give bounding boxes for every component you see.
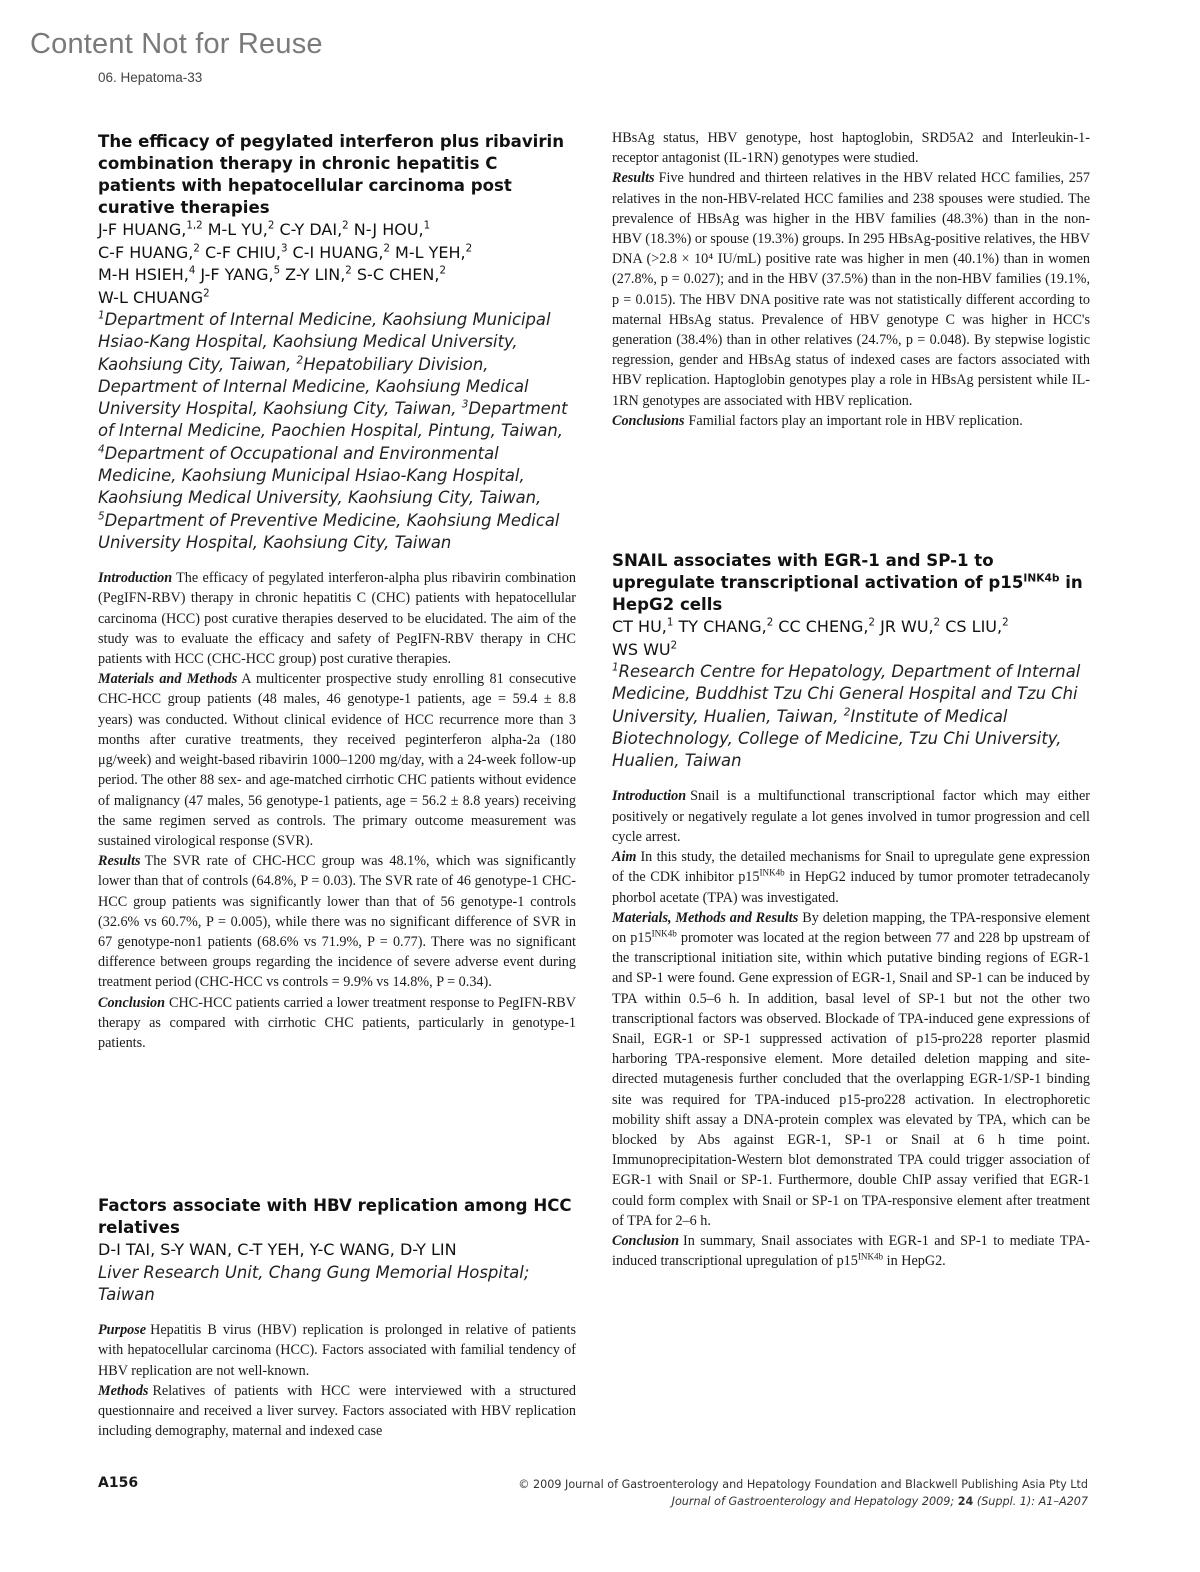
abstract-2-continued <box>612 128 1090 431</box>
abstract-section: Materials, Methods and Results By deletion mapping, the TPA-responsive element on $p15^{INK4b}$ promoter was located at the region between 77 and 228 bp upstream of the transcriptional initiation site, within which putative binding regions of EGR-1 and SP-1 were found. Gene expression of EGR-1, Snail and SP-1 can be induced by TPA within 0.5–6 h. In addition, basal level of SP-1 but not the other two transcriptional factors was observed. Blockade of TPA-induced gene expressions of Snail, EGR-1 or SP-1 suppressed activation of p15-pro228 reporter plasmid harboring TPA-responsive element. More detailed deletion mapping and site-directed mutagenesis further concluded that the overlapping EGR-1/SP-1 binding site was required for TPA-induced p15-pro228 activation. In electrophoretic mobility shift assay a DNA-protein complex was elevated by TPA, which can be blocked by Abs against EGR-1, SP-1 or Snail at 6 h time point. Immunoprecipitation-Western blot demonstrated TPA could trigger association of EGR-1 with Snail or SP-1. Furthermore, double ChIP assay verified that EGR-1 could form complex with Snail or SP-1 on TPA-responsive element after treatment of TPA for 2–6 h. <box>612 909 1091 1229</box>
abstract-body <box>612 128 1090 431</box>
abstract-2 <box>98 1195 576 1441</box>
abstract-title: SNAIL associates with EGR-1 and SP-1 to upregulate transcriptional activation of $p15^{INK4b}$ in HepG2 cells <box>612 551 1083 614</box>
copyright-line: © 2009 Journal of Gastroenterology and Hepatology Foundation and Blackwell Publishing Asia Pty Ltd <box>518 1478 1088 1491</box>
abstract-section: Aim In this study, the detailed mechanisms for Snail to upregulate gene expression of the CDK inhibitor $p15^{INK4b}$ in HepG2 induced by tumor promoter tetradecanoly phorbol acetate (TPA) was investigated. <box>612 849 1090 906</box>
abstract-section: Results Five hundred and thirteen relatives in the HBV related HCC families, 257 relatives in the non-HBV-related HCC families and 238 spouses were studied. The prevalence of HBsAg was higher in the HBV families (48.3%) than in the non-HBV (18.3%) or spouse (19.3%) groups. In 295 HBsAg-positive relatives, the HBV DNA (>2.8 × 10⁴ IU/mL) positive rate was higher in men (40.1%) than in women (27.8%, p = 0.027); and in the HBV (37.5%) than in the non-HBV families (19.1%, p = 0.015). The HBV DNA positive rate was not statistically different according to maternal HBsAg status. Prevalence of HBV genotype C was higher in HCC's generation (38.4%) than in other relatives (24.7%, p = 0.048). By stepwise logistic regression, gender and HBsAg status of indexed cases are factors associated with HBV replication. Haptoglobin genotypes play a role in HBsAg persistent while IL-1RN genotypes are associated with HBV replication. <box>612 170 1090 409</box>
footer-copyright <box>518 1476 1088 1510</box>
abstract-affiliation: Liver Research Unit, Chang Gung Memorial Hospital; Taiwan <box>98 1262 530 1304</box>
abstract-section: Conclusion CHC-HCC patients carried a lower treatment response to PegIFN-RBV therapy as compared with cirrhotic CHC patients, particularly in genotype-1 patients. <box>98 994 576 1051</box>
abstract-authors: CT HU,$^1$ TY CHANG,$^2$ CC CHENG,$^2$ JR WU,$^2$ CS LIU,$^2$ WS $WU^2$ <box>612 616 1009 659</box>
abstract-section: Introduction The efficacy of pegylated interferon-alpha plus ribavirin combination (PegIFN-RBV) therapy in chronic hepatitis C (CHC) patients with hepatocellular carcinoma (HCC) post curative therapies deserved to be elucidated. The aim of the study was to evaluate the efficacy and safety of PegIFN-RBV therapy in CHC patients with HCC (CHC-HCC group) post curative therapies. <box>98 570 576 668</box>
section-code: 06. Hepatoma-33 <box>98 70 203 85</box>
methods-text-part2: HBsAg status, HBV genotype, host haptoglobin, SRD5A2 and Interleukin-1-receptor antagonist (IL-1RN) genotypes were studied. <box>612 130 1090 167</box>
abstract-body <box>98 1320 576 1441</box>
abstract-section: Materials and Methods A multicenter prospective study enrolling 81 consecutive CHC-HCC group patients (48 males, 46 genotype-1 patients, age = 59.4 ± 8.8 years) was conducted. Without clinical evidence of HCC recurrence more than 3 months after curative treatments, they received peginterferon alpha-2a (180 μg/week) and weight-based ribavirin 1000–1200 mg/day, with a 24-week follow-up period. The other 88 sex- and age-matched cirrhotic CHC patients without evidence of malignancy (47 males, 56 genotype-1 patients, age = 56.2 ± 8.8 years) receiving the same regimen served as controls. The primary outcome measurement was sustained virological response (SVR). <box>98 671 576 849</box>
abstract-section: Methods Relatives of patients with HCC were interviewed with a structured questionnaire and received a liver survey. Factors associated with HBV replication including demography, maternal and indexed case <box>98 1382 576 1440</box>
abstract-section: Purpose Hepatitis B virus (HBV) replication is prolonged in relative of patients with hepatocellular carcinoma (HCC). Factors associated with familial tendency of HBV replication are not well-known. <box>98 1322 576 1379</box>
abstract-section: Introduction Snail is a multifunctional transcriptional factor which may either positively or negatively regulate a lot genes involved in tumor progression and cell cycle arrest. <box>612 788 1090 845</box>
abstract-3 <box>612 550 1090 1271</box>
abstract-affiliation: $^1$Department of Internal Medicine, Kaohsiung Municipal Hsiao-Kang Hospital, Kaohsiung Medical University, Kaohsiung City, Taiwan, $^2$Hepatobiliary Division, Department of Internal Medicine, Kaohsiung Medical University Hospital, Kaohsiung City, Taiwan, $^3$Department of Internal Medicine, Paochien Hospital, Pintung, Taiwan, $^4$Department of Occupational and Environmental Medicine, Kaohsiung Municipal Hsiao-Kang Hospital, Kaohsiung Medical University, Kaohsiung City, Taiwan, $^5$Department of Preventive Medicine, Kaohsiung Medical University Hospital, Kaohsiung City, Taiwan <box>98 309 568 552</box>
abstract-body <box>98 568 576 1053</box>
watermark: Content Not for Reuse <box>30 28 323 60</box>
abstract-body <box>612 786 1090 1271</box>
abstract-affiliation: $^1$Research Centre for Hepatology, Department of Internal Medicine, Buddhist Tzu Chi General Hospital and Tzu Chi University, Hualien, Taiwan, $^2$Institute of Medical Biotechnology, College of Medicine, Tzu Chi University, Hualien, Taiwan <box>612 661 1081 771</box>
abstract-1 <box>98 131 576 1053</box>
abstract-authors: D-I TAI, S-Y WAN, C-T YEH, Y-C WANG, D-Y LIN <box>98 1240 457 1259</box>
methods-text-part1: Relatives of patients with HCC were interviewed with a structured questionnaire and received a liver survey. Factors associated with HBV replication including demography, maternal and indexed case <box>98 1382 576 1440</box>
abstract-authors: J-F HUANG,$^{1,2}$ M-L YU,$^2$ C-Y DAI,$^2$ N-J HOU,$^1$ C-F HUANG,$^2$ C-F CHIU,$^3$ C-I HUANG,$^2$ M-L YEH,$^2$ M-H HSIEH,$^4$ J-F YANG,$^5$ Z-Y LIN,$^2$ S-C CHEN,$^2$ W-L CHUANG$^2$ <box>98 219 473 307</box>
abstract-section: Conclusions Familial factors play an important role in HBV replication. <box>612 412 1023 429</box>
abstract-section: Conclusion In summary, Snail associates with EGR-1 and SP-1 to mediate TPA-induced transcriptional upregulation of $p15^{INK4b}$ in HepG2. <box>612 1232 1090 1270</box>
abstract-section: Results The SVR rate of CHC-HCC group was 48.1%, which was significantly lower than that of controls (64.8%, P = 0.03). The SVR rate of 46 genotype-1 CHC-HCC group patients was significantly lower than that of 56 genotype-1 controls (32.6% vs 60.7%, P = 0.005), while there was no significant difference of SVR in 67 genotype-non1 patients (68.6% vs 71.9%, P = 0.77). There was no significant difference between groups regarding the incidence of severe adverse event during treatment period (CHC-HCC vs controls = 9.9% vs 14.8%, P = 0.34). <box>98 853 576 991</box>
page-number: A156 <box>98 1475 139 1491</box>
citation-line: Journal of Gastroenterology and Hepatology 2009; 24 (Suppl. 1): A1–A207 <box>671 1495 1088 1508</box>
abstract-title: The efficacy of pegylated interferon plus ribavirin combination therapy in chronic hepatitis C patients with hepatocellular carcinoma post curative therapies <box>98 132 565 217</box>
abstract-title: Factors associate with HBV replication among HCC relatives <box>98 1196 572 1237</box>
